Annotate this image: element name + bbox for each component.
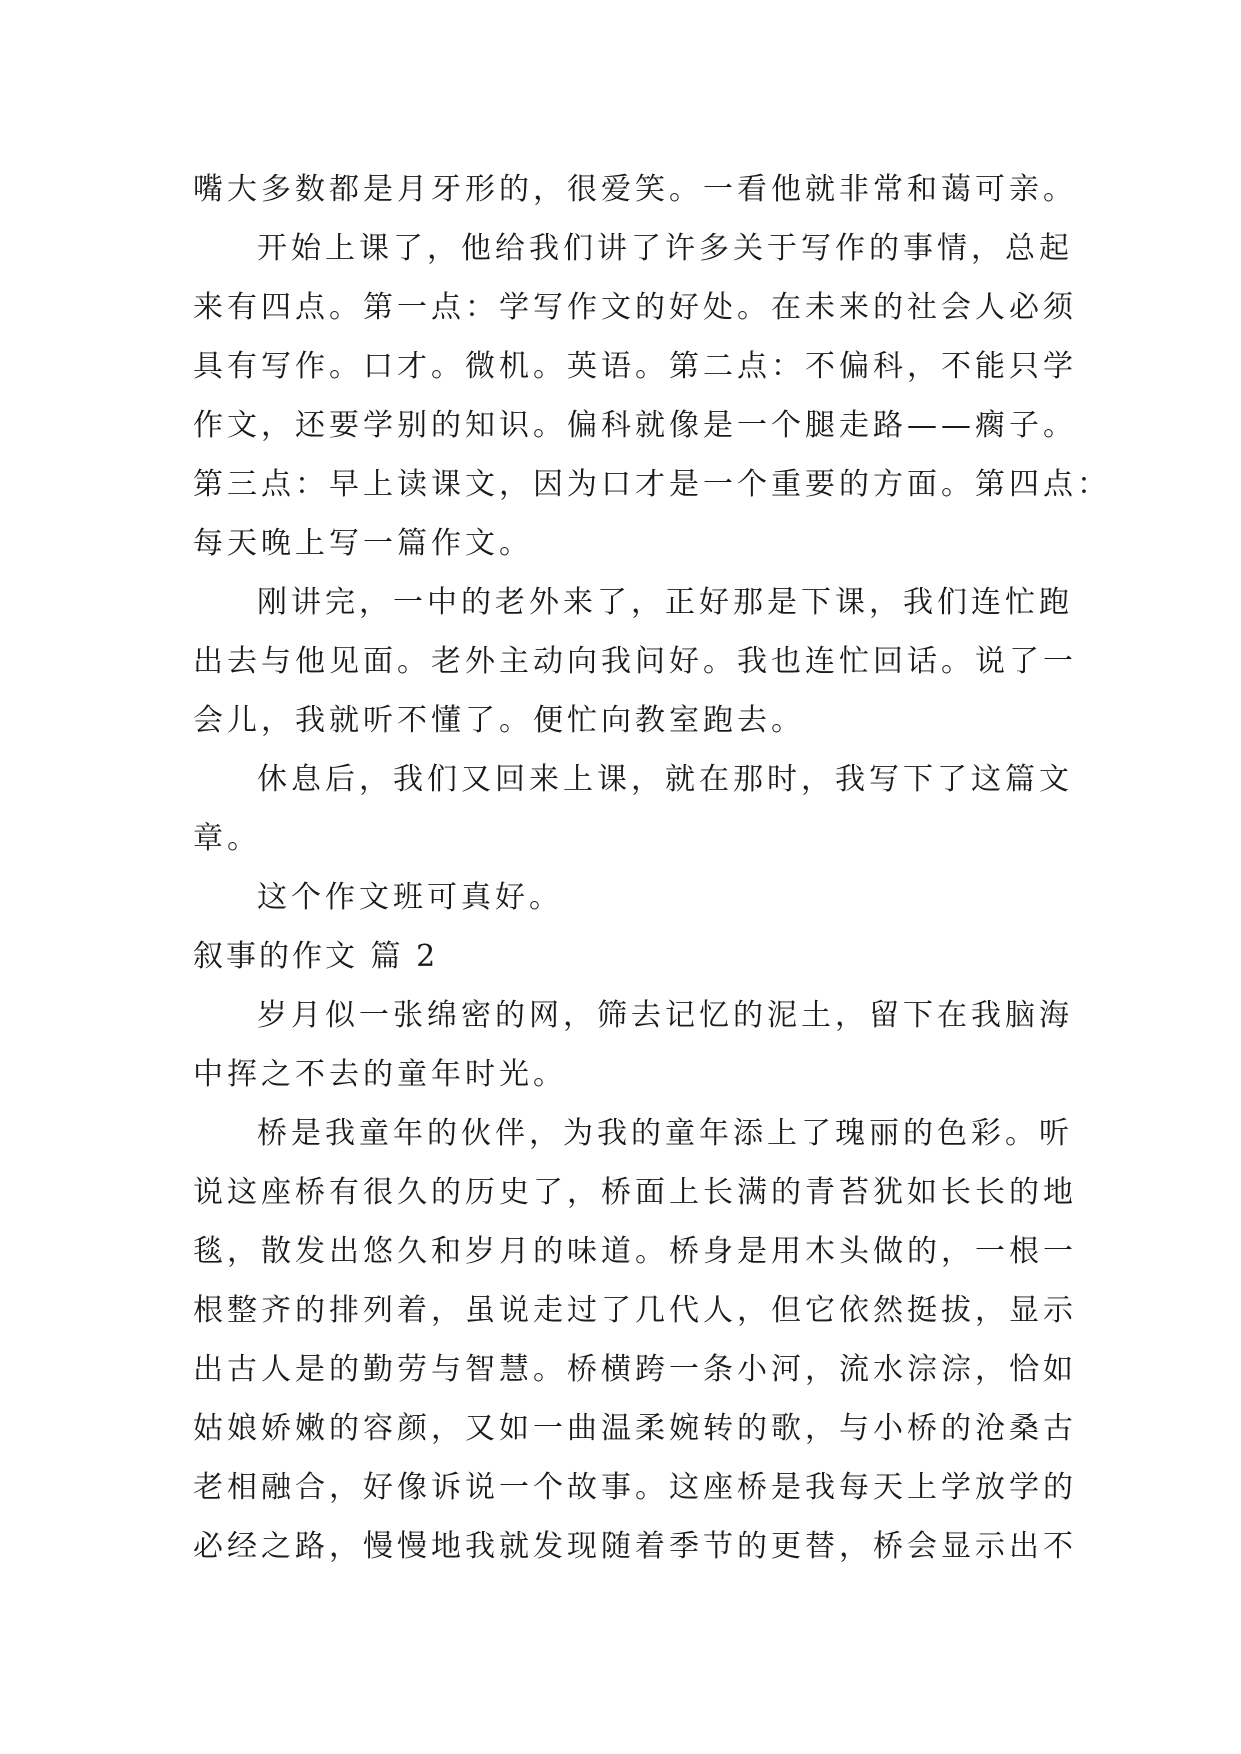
paragraph-start-line: 开始上课了，他给我们讲了许多关于写作的事情，总起 (257, 231, 1073, 266)
section-heading: 叙事的作文 篇 2 (193, 939, 439, 974)
text-line: 会儿，我就听不懂了。便忙向教室跑去。 (193, 703, 805, 738)
paragraph-start-line: 刚讲完，一中的老外来了，正好那是下课，我们连忙跑 (257, 585, 1073, 620)
paragraph-start-line: 桥是我童年的伙伴，为我的童年添上了瑰丽的色彩。听 (257, 1116, 1073, 1151)
text-line: 嘴大多数都是月牙形的，很爱笑。一看他就非常和蔼可亲。 (193, 172, 1077, 207)
text-line: 毯，散发出悠久和岁月的味道。桥身是用木头做的，一根一 (193, 1234, 1077, 1269)
text-line: 出去与他见面。老外主动向我问好。我也连忙回话。说了一 (193, 644, 1077, 679)
text-line: 具有写作。口才。微机。英语。第二点：不偏科，不能只学 (193, 349, 1077, 384)
document-body (193, 160, 1111, 1576)
paragraph-start-line: 岁月似一张绵密的网，筛去记忆的泥土，留下在我脑海 (257, 998, 1073, 1033)
text-line: 必经之路，慢慢地我就发现随着季节的更替，桥会显示出不 (193, 1529, 1077, 1564)
paragraph-start-line: 这个作文班可真好。 (257, 880, 563, 915)
text-line: 来有四点。第一点：学写作文的好处。在未来的社会人必须 (193, 290, 1077, 325)
text-line: 说这座桥有很久的历史了，桥面上长满的青苔犹如长长的地 (193, 1175, 1077, 1210)
text-line: 根整齐的排列着，虽说走过了几代人，但它依然挺拔，显示 (193, 1293, 1077, 1328)
text-line: 中挥之不去的童年时光。 (193, 1057, 567, 1092)
text-line: 章。 (193, 821, 261, 856)
text-line: 老相融合，好像诉说一个故事。这座桥是我每天上学放学的 (193, 1470, 1077, 1505)
text-line: 姑娘娇嫩的容颜，又如一曲温柔婉转的歌，与小桥的沧桑古 (193, 1411, 1077, 1446)
text-line: 出古人是的勤劳与智慧。桥横跨一条小河，流水淙淙，恰如 (193, 1352, 1077, 1387)
text-line: 第三点：早上读课文，因为口才是一个重要的方面。第四点： (193, 467, 1111, 502)
text-line: 每天晚上写一篇作文。 (193, 526, 533, 561)
text-line: 作文，还要学别的知识。偏科就像是一个腿走路——瘸子。 (193, 408, 1077, 443)
paragraph-start-line: 休息后，我们又回来上课，就在那时，我写下了这篇文 (257, 762, 1073, 797)
